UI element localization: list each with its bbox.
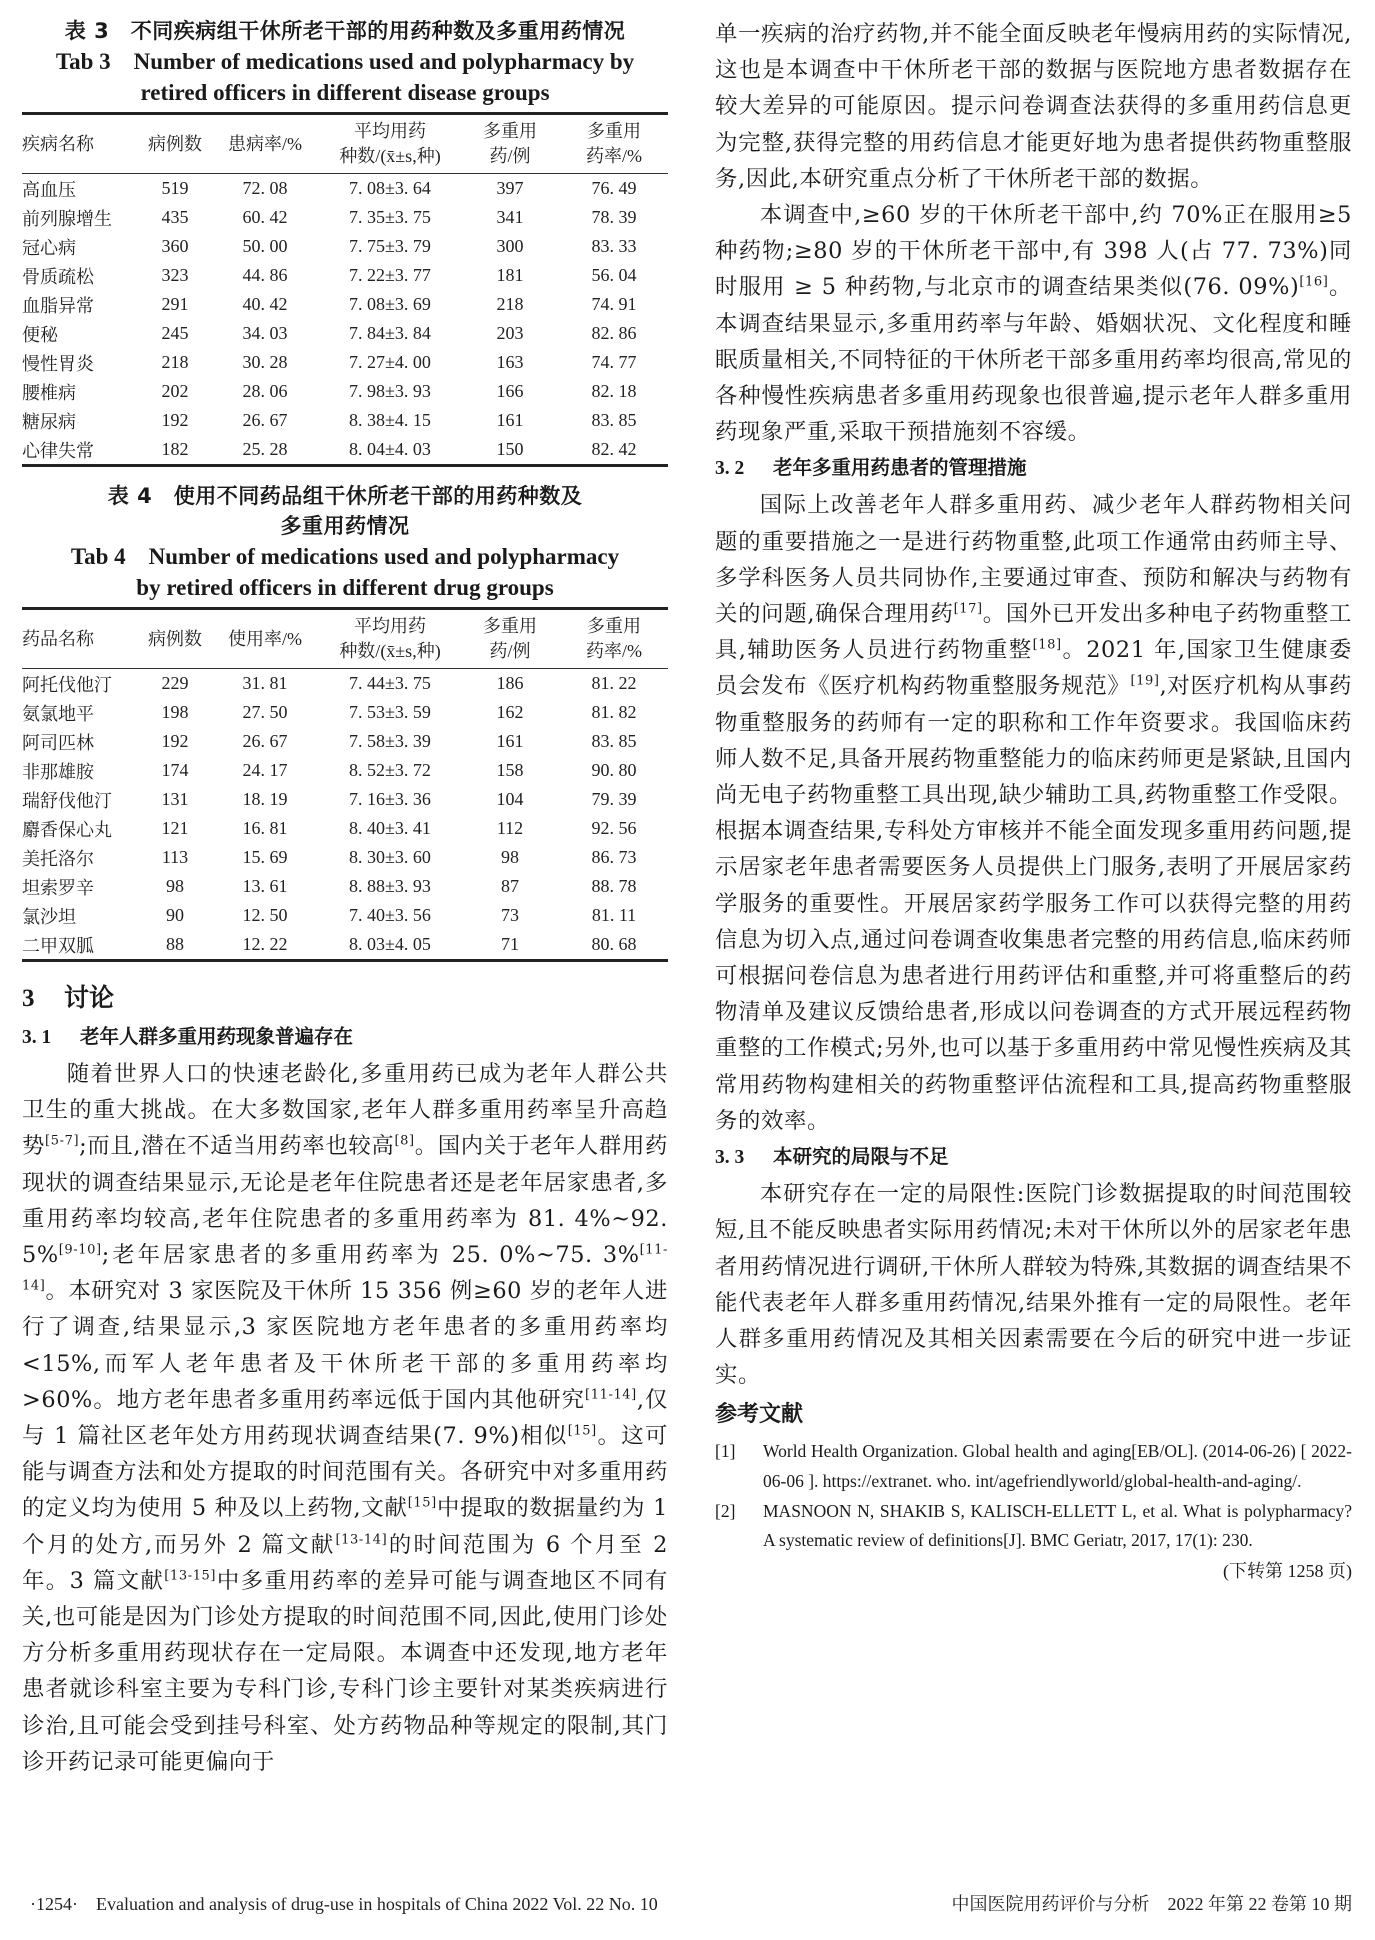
table3-cell-poly-rate: 82. 42 bbox=[591, 439, 637, 459]
table3-cell-rate: 34. 03 bbox=[242, 323, 288, 343]
table4-cell-rate: 15. 69 bbox=[242, 847, 288, 867]
table4-col-polyrate-line1: 多重用 bbox=[587, 616, 641, 636]
table3-cell-poly-count: 300 bbox=[496, 236, 524, 256]
table3-row bbox=[22, 377, 668, 406]
references-heading: 参考文献 bbox=[715, 1402, 804, 1428]
table4-col-name: 药品名称 bbox=[22, 628, 94, 649]
table3-cell-mean-sd: 7. 08±3. 64 bbox=[349, 178, 431, 198]
table4-cell-rate: 26. 67 bbox=[242, 731, 288, 751]
table3-cell-poly-rate: 74. 91 bbox=[591, 294, 637, 314]
table3-cell-cases: 291 bbox=[161, 294, 189, 314]
table3-caption-en-2: retired officers in different disease groups bbox=[140, 80, 550, 105]
table3-col-polyrate-line1: 多重用 bbox=[587, 121, 641, 141]
citation: [15] bbox=[567, 1423, 597, 1439]
section-3-1-heading bbox=[22, 1019, 668, 1056]
section-3-number: 3 bbox=[22, 985, 35, 1012]
table3-cell-cases: 218 bbox=[161, 352, 189, 372]
table4-col-polyrate-line2: 药率/% bbox=[586, 641, 642, 661]
paragraph-text: 本调查中,≥60 岁的干休所老干部中,约 70%正在服用≥5 种药物;≥80 岁的干休所老干部中,有 398 人(占 77. 73%)同时服用 ≥ 5 种药物,与北京市的调查结果类似(76. 09%) bbox=[715, 202, 1352, 301]
paragraph-text: 中多重用药率的差异可能与调查地区不同有关,也可能是因为门诊处方提取的时间范围不同,因此,使用门诊处方分析多重用药现状存在一定局限。本调查中还发现,地方老年患者就诊科室主要为专科门诊,专科门诊主要针对某类疾病进行诊治,且可能会受到挂号科室、处方药物品种等规定的限制,其门诊开药记录可能更偏向于 bbox=[22, 1567, 668, 1775]
paragraph-text: 。国内关于老年人群用药现状的调查结果显示,无论是老年住院患者还是老年居家患者,多重用药率均较高,老年住院患者的多重用药率为 81. 4%~92. 5% bbox=[22, 1133, 668, 1269]
table3-cell-mean-sd: 7. 27±4. 00 bbox=[349, 352, 431, 372]
table4-cell-rate: 16. 81 bbox=[242, 818, 288, 838]
table4-row bbox=[22, 785, 668, 814]
table3-row bbox=[22, 406, 668, 435]
section-3-1-number: 3. 1 bbox=[22, 1027, 52, 1048]
table4-cell-rate: 31. 81 bbox=[242, 673, 288, 693]
table4-row bbox=[22, 872, 668, 901]
table3-cell-name: 冠心病 bbox=[22, 237, 76, 258]
table4-cell-poly-count: 162 bbox=[496, 702, 524, 722]
table3-row bbox=[22, 435, 668, 466]
table4-cell-mean-sd: 8. 03±4. 05 bbox=[349, 934, 431, 954]
section-3-1-paragraph-1-continued: 单一疾病的治疗药物,并不能全面反映老年慢病用药的实际情况,这也是本调查中干休所老干部的数据与医院地方患者数据存在较大差异的可能原因。提示问卷调查法获得的多重用药信息更为完整,获得完整的用药信息才能更好地为患者提供药物重整服务,因此,本研究重点分析了干休所老干部的数据。 bbox=[715, 21, 1352, 192]
paragraph-text: ,对医疗机构从事药物重整服务的药师有一定的职称和工作年资要求。我国临床药师人数不足,具备开展药物重整能力的临床药师更是紧缺,且国内尚无电子药物重整工具出现,缺少辅助工具,药物重整工作受限。根据本调查结果,专科处方审核并不能全面发现多重用药问题,提示居家老年患者需要医务人员提供上门服务,表明了开展居家药学服务的重要性。开展居家药学服务工作可以获得完整的用药信息为切入点,通过问卷调查收集患者完整的用药信息,临床药师可根据问卷信息为患者进行用药评估和重整,并可将重整后的药物清单及建议反馈给患者,形成以问卷调查的方式开展远程药物重整的工作模式;另外,也可以基于多重用药中常见慢性疾病及其常用药物构建相关的药物重整评估流程和工具,提高药物重整服务的效率。 bbox=[715, 673, 1352, 1134]
table4-header-row bbox=[22, 609, 668, 669]
citation: [11-14] bbox=[22, 1242, 668, 1294]
table4-cell-rate: 18. 19 bbox=[242, 789, 288, 809]
table3-cell-name: 血脂异常 bbox=[22, 295, 94, 316]
table3-col-rate: 患病率/% bbox=[228, 133, 302, 154]
table4-col-polyrate bbox=[560, 609, 668, 669]
table3-cell-poly-count: 181 bbox=[496, 265, 524, 285]
citation: [19] bbox=[1130, 673, 1160, 689]
table3-row bbox=[22, 203, 668, 232]
table3-col-poly-line2: 药/例 bbox=[489, 146, 531, 166]
table4-cell-name: 瑞舒伐他汀 bbox=[22, 790, 112, 811]
table3-cell-rate: 50. 00 bbox=[242, 236, 288, 256]
paragraph-text: 随着世界人口的快速老龄化,多重用药已成为老年人群公共卫生的重大挑战。在大多数国家,老年人群多重用药率呈升高趋势 bbox=[22, 1061, 668, 1160]
table3-cell-cases: 323 bbox=[161, 265, 189, 285]
table3-col-mean-line2: 种数/(x̄±s,种) bbox=[339, 146, 441, 166]
table4-col-poly-line2: 药/例 bbox=[489, 641, 531, 661]
table4-cell-cases: 131 bbox=[161, 789, 189, 809]
reference-list bbox=[715, 1437, 1352, 1556]
table4-caption-zh-2: 多重用药情况 bbox=[280, 514, 410, 538]
table4-cell-poly-rate: 81. 11 bbox=[591, 905, 637, 925]
table4-row bbox=[22, 669, 668, 699]
table4-cell-name: 美托洛尔 bbox=[22, 848, 94, 869]
table3-cell-poly-rate: 56. 04 bbox=[591, 265, 637, 285]
table4-cell-mean-sd: 7. 58±3. 39 bbox=[349, 731, 431, 751]
section-3-1-paragraph-1 bbox=[22, 1056, 668, 1780]
table3-cell-poly-rate: 74. 77 bbox=[591, 352, 637, 372]
table3-cell-mean-sd: 7. 75±3. 79 bbox=[349, 236, 431, 256]
table4-cell-poly-count: 104 bbox=[496, 789, 524, 809]
table4-cell-poly-rate: 92. 56 bbox=[591, 818, 637, 838]
table3-cell-rate: 72. 08 bbox=[242, 178, 288, 198]
table4-cell-mean-sd: 7. 44±3. 75 bbox=[349, 673, 431, 693]
table4-cell-cases: 174 bbox=[161, 760, 189, 780]
table3-cell-cases: 245 bbox=[161, 323, 189, 343]
reference-text: World Health Organization. Global health and aging[EB/OL]. (2014-06-26) [ 2022-06-06 ]. https://extranet. who. int/agefriendlyworld/global-health-and-aging/. bbox=[763, 1441, 1352, 1492]
table3-cell-poly-count: 397 bbox=[496, 178, 524, 198]
citation: [5-7] bbox=[45, 1133, 80, 1149]
reference-text: MASNOON N, SHAKIB S, KALISCH-ELLETT L, et al. What is polypharmacy? A systematic review of definitions[J]. BMC Geriatr, 2017, 17(1): 230. bbox=[763, 1500, 1352, 1551]
table3-cell-name: 糖尿病 bbox=[22, 411, 76, 432]
table3-caption bbox=[22, 16, 668, 108]
paragraph-text: 国际上改善老年人群多重用药、减少老年人群药物相关问题的重要措施之一是进行药物重整,此项工作通常由药师主导、多学科医务人员共同协作,主要通过审查、预防和解决与药物有关的问题,确保合理用药 bbox=[715, 492, 1352, 628]
table4-cell-name: 氯沙坦 bbox=[22, 906, 76, 927]
table3-cell-poly-rate: 83. 85 bbox=[591, 410, 637, 430]
table4-cell-cases: 192 bbox=[161, 731, 189, 751]
table4-cell-poly-count: 73 bbox=[501, 905, 519, 925]
paragraph-text: ;而且,潜在不适当用药率也较高 bbox=[79, 1133, 395, 1160]
citation: [8] bbox=[394, 1133, 415, 1149]
table3-row bbox=[22, 290, 668, 319]
footer-right: 中国医院用药评价与分析 2022 年第 22 卷第 10 期 bbox=[951, 1894, 1352, 1914]
citation: [16] bbox=[1299, 274, 1329, 290]
table4-cell-cases: 88 bbox=[166, 934, 184, 954]
table3-cell-name: 腰椎病 bbox=[22, 382, 76, 403]
table3-cell-poly-count: 163 bbox=[496, 352, 524, 372]
table4-caption-zh-1: 表 4 使用不同药品组干休所老干部的用药种数及 bbox=[107, 484, 583, 508]
section-3-2-title: 老年多重用药患者的管理措施 bbox=[773, 456, 1027, 480]
section-3-3-title: 本研究的局限与不足 bbox=[773, 1145, 949, 1169]
table4-cell-cases: 98 bbox=[166, 876, 184, 896]
section-3-3-heading bbox=[715, 1139, 1352, 1176]
section-3-2-number: 3. 2 bbox=[715, 458, 745, 480]
citation: [15] bbox=[407, 1495, 437, 1511]
table3-cell-name: 心律失常 bbox=[22, 440, 94, 461]
table3-col-cases: 病例数 bbox=[148, 133, 202, 154]
reference-number: [1] bbox=[715, 1441, 736, 1462]
table4-cell-mean-sd: 8. 40±3. 41 bbox=[349, 818, 431, 838]
table4-cell-name: 阿司匹林 bbox=[22, 732, 94, 753]
table4-cell-cases: 229 bbox=[161, 673, 189, 693]
paragraph-text: ;老年居家患者的多重用药率为 25. 0%~75. 3% bbox=[101, 1242, 640, 1269]
table4-col-poly bbox=[460, 609, 560, 669]
table4-caption bbox=[22, 481, 668, 603]
table4-cell-rate: 13. 61 bbox=[242, 876, 288, 896]
reference-number: [2] bbox=[715, 1500, 736, 1521]
table4-cell-poly-count: 71 bbox=[501, 934, 519, 954]
table3-cell-cases: 519 bbox=[161, 178, 189, 198]
table3-cell-cases: 202 bbox=[161, 381, 189, 401]
table3-cell-mean-sd: 7. 22±3. 77 bbox=[349, 265, 431, 285]
table4-cell-poly-rate: 90. 80 bbox=[591, 760, 637, 780]
table3-cell-rate: 30. 28 bbox=[242, 352, 288, 372]
footer-left: ·1254· Evaluation and analysis of drug-use in hospitals of China 2022 Vol. 22 No. 10 bbox=[30, 1894, 658, 1914]
table3-cell-name: 高血压 bbox=[22, 179, 76, 200]
table3-cell-poly-count: 341 bbox=[496, 207, 524, 227]
left-column bbox=[22, 0, 668, 1780]
citation: [17] bbox=[953, 601, 983, 617]
table3-cell-mean-sd: 8. 38±4. 15 bbox=[349, 410, 431, 430]
section-3-1-paragraph-2 bbox=[715, 197, 1352, 450]
table4-cell-name: 非那雄胺 bbox=[22, 761, 94, 782]
table3-cell-cases: 182 bbox=[161, 439, 189, 459]
table4-row bbox=[22, 930, 668, 961]
table3-cell-poly-count: 218 bbox=[496, 294, 524, 314]
table4-cell-cases: 198 bbox=[161, 702, 189, 722]
table4-cell-mean-sd: 8. 30±3. 60 bbox=[349, 847, 431, 867]
table3-row bbox=[22, 174, 668, 204]
paragraph-text: 中提取的数据量约为 1 个月的处方,而另外 2 篇文献 bbox=[22, 1495, 669, 1558]
table4-col-rate: 使用率/% bbox=[228, 628, 302, 649]
table4-col-cases: 病例数 bbox=[148, 628, 202, 649]
section-3-title: 讨论 bbox=[64, 983, 115, 1012]
table3-col-mean-line1: 平均用药 bbox=[354, 121, 426, 141]
table3-cell-cases: 192 bbox=[161, 410, 189, 430]
table4-cell-poly-rate: 88. 78 bbox=[591, 876, 637, 896]
table3-cell-rate: 28. 06 bbox=[242, 381, 288, 401]
table4 bbox=[22, 607, 668, 962]
paragraph-text: ,仅与 1 篇社区老年处方用药现状调查结果(7. 9%)相似 bbox=[22, 1386, 668, 1450]
citation: [13-15] bbox=[164, 1568, 217, 1584]
table3-cell-poly-count: 166 bbox=[496, 381, 524, 401]
table4-cell-mean-sd: 7. 16±3. 36 bbox=[349, 789, 431, 809]
table4-cell-poly-count: 186 bbox=[496, 673, 524, 693]
paragraph-text: 。国外已开发出多种电子药物重整工具,辅助医务人员进行药物重整 bbox=[715, 601, 1353, 664]
table4-col-poly-line1: 多重用 bbox=[483, 616, 537, 636]
continued-note: (下转第 1258 页) bbox=[1223, 1561, 1352, 1582]
table3-row bbox=[22, 319, 668, 348]
table4-cell-poly-rate: 86. 73 bbox=[591, 847, 637, 867]
reference-item-2 bbox=[715, 1497, 1352, 1556]
table3-cell-rate: 44. 86 bbox=[242, 265, 288, 285]
section-3-2-paragraph-1 bbox=[715, 487, 1352, 1139]
paragraph-text: 。这可能与调查方法和处方提取的时间范围有关。各研究中对多重用药的定义均为使用 5 种及以上药物,文献 bbox=[22, 1423, 668, 1522]
table3-col-polyrate bbox=[560, 114, 668, 174]
table3-cell-name: 便秘 bbox=[22, 324, 58, 345]
table4-row bbox=[22, 814, 668, 843]
table3-cell-rate: 25. 28 bbox=[242, 439, 288, 459]
table3-cell-poly-count: 203 bbox=[496, 323, 524, 343]
citation: [13-14] bbox=[335, 1532, 388, 1548]
paragraph-text: 。2021 年,国家卫生健康委员会发布《医疗机构药物重整服务规范》 bbox=[715, 637, 1352, 700]
table3-header-row bbox=[22, 114, 668, 174]
table3-cell-poly-rate: 76. 49 bbox=[591, 178, 637, 198]
table4-cell-cases: 90 bbox=[166, 905, 184, 925]
section-3-3-number: 3. 3 bbox=[715, 1147, 745, 1169]
table4-cell-poly-rate: 81. 82 bbox=[591, 702, 637, 722]
citation: [18] bbox=[1032, 637, 1062, 653]
table4-cell-name: 阿托伐他汀 bbox=[22, 674, 112, 695]
table3-cell-mean-sd: 7. 98±3. 93 bbox=[349, 381, 431, 401]
table4-cell-poly-count: 87 bbox=[501, 876, 519, 896]
table3-cell-rate: 26. 67 bbox=[242, 410, 288, 430]
table4-cell-name: 氨氯地平 bbox=[22, 703, 94, 724]
table4-cell-name: 二甲双胍 bbox=[22, 935, 94, 956]
section-3-heading bbox=[22, 978, 668, 1019]
reference-item-1 bbox=[715, 1437, 1352, 1496]
table4-col-mean-line2: 种数/(x̄±s,种) bbox=[339, 641, 441, 661]
table4-cell-poly-rate: 81. 22 bbox=[591, 673, 637, 693]
table4-cell-mean-sd: 8. 88±3. 93 bbox=[349, 876, 431, 896]
table3-caption-en-1: Tab 3 Number of medications used and polypharmacy by bbox=[55, 49, 635, 74]
table3-body bbox=[22, 174, 668, 466]
table4-row bbox=[22, 901, 668, 930]
right-column bbox=[715, 0, 1352, 1586]
table4-row bbox=[22, 698, 668, 727]
table3-cell-name: 慢性胃炎 bbox=[22, 353, 94, 374]
table3-cell-poly-count: 161 bbox=[496, 410, 524, 430]
table3-col-name: 疾病名称 bbox=[22, 133, 94, 154]
table4-cell-name: 坦索罗辛 bbox=[22, 877, 94, 898]
table3-cell-mean-sd: 7. 08±3. 69 bbox=[349, 294, 431, 314]
section-3-1-title: 老年人群多重用药现象普遍存在 bbox=[80, 1025, 354, 1048]
table4-row bbox=[22, 756, 668, 785]
paragraph-text: 。本研究对 3 家医院及干休所 15 356 例≥60 岁的老年人进行了调查,结果显示,3 家医院地方老年患者的多重用药率均<15%,而军人老年患者及干休所老干部的多重用药率均>60%。地方老年患者多重用药率远低于国内其他研究 bbox=[22, 1278, 668, 1413]
table3-cell-rate: 40. 42 bbox=[242, 294, 288, 314]
table4-cell-rate: 24. 17 bbox=[242, 760, 288, 780]
table4-cell-rate: 27. 50 bbox=[242, 702, 288, 722]
table3-cell-mean-sd: 7. 35±3. 75 bbox=[349, 207, 431, 227]
table4-cell-poly-rate: 80. 68 bbox=[591, 934, 637, 954]
table3-cell-poly-rate: 78. 39 bbox=[591, 207, 637, 227]
table4-cell-rate: 12. 50 bbox=[242, 905, 288, 925]
paragraph-text: 。本调查结果显示,多重用药率与年龄、婚姻状况、文化程度和睡眠质量相关,不同特征的干休所老干部多重用药率均很高,常见的各种慢性疾病患者多重用药现象也很普遍,提示老年人群多重用药现象严重,采取干预措施刻不容缓。 bbox=[715, 274, 1352, 446]
table4-cell-cases: 121 bbox=[161, 818, 189, 838]
table4-cell-mean-sd: 7. 53±3. 59 bbox=[349, 702, 431, 722]
table3-cell-poly-rate: 82. 86 bbox=[591, 323, 637, 343]
table3-cell-cases: 360 bbox=[161, 236, 189, 256]
table4-cell-cases: 113 bbox=[161, 847, 189, 867]
table3-cell-poly-rate: 82. 18 bbox=[591, 381, 637, 401]
table3-cell-mean-sd: 7. 84±3. 84 bbox=[349, 323, 431, 343]
table4-col-mean-line1: 平均用药 bbox=[354, 616, 426, 636]
table3-row bbox=[22, 261, 668, 290]
table3 bbox=[22, 112, 668, 467]
table3-cell-poly-rate: 83. 33 bbox=[591, 236, 637, 256]
table3-caption-zh: 表 3 不同疾病组干休所老干部的用药种数及多重用药情况 bbox=[64, 19, 626, 43]
table4-caption-en-1: Tab 4 Number of medications used and polypharmacy bbox=[70, 544, 620, 569]
table3-cell-poly-count: 150 bbox=[496, 439, 524, 459]
table4-col-mean bbox=[320, 609, 460, 669]
table4-row bbox=[22, 843, 668, 872]
table4-cell-poly-count: 112 bbox=[496, 818, 524, 838]
table4-cell-name: 麝香保心丸 bbox=[22, 819, 112, 840]
table4-cell-poly-rate: 79. 39 bbox=[591, 789, 637, 809]
table4-row bbox=[22, 727, 668, 756]
table4-cell-poly-count: 158 bbox=[496, 760, 524, 780]
page-footer bbox=[22, 1890, 1352, 1920]
paragraph-text: 的时间范围为 6 个月至 2 年。3 篇文献 bbox=[22, 1531, 668, 1594]
table3-col-mean bbox=[320, 114, 460, 174]
table4-cell-poly-count: 161 bbox=[496, 731, 524, 751]
table4-cell-mean-sd: 8. 52±3. 72 bbox=[349, 760, 431, 780]
table4-cell-poly-rate: 83. 85 bbox=[591, 731, 637, 751]
table4-body bbox=[22, 669, 668, 961]
section-3-3-paragraph-1: 本研究存在一定的局限性:医院门诊数据提取的时间范围较短,且不能反映患者实际用药情况;未对干休所以外的居家老年患者用药情况进行调研,干休所人群较为特殊,其数据的调查结果不能代表老年人群多重用药情况,结果外推有一定的局限性。老年人群多重用药情况及其相关因素需要在今后的研究中进一步证实。 bbox=[715, 1181, 1352, 1389]
table3-cell-cases: 435 bbox=[161, 207, 189, 227]
table3-cell-name: 前列腺增生 bbox=[22, 208, 112, 229]
table4-caption-en-2: by retired officers in different drug groups bbox=[136, 575, 554, 600]
citation: [9-10] bbox=[58, 1242, 102, 1258]
table3-col-polyrate-line2: 药率/% bbox=[586, 146, 642, 166]
table3-row bbox=[22, 232, 668, 261]
table3-row bbox=[22, 348, 668, 377]
table4-cell-rate: 12. 22 bbox=[242, 934, 288, 954]
citation: [11-14] bbox=[585, 1387, 637, 1403]
table3-cell-name: 骨质疏松 bbox=[22, 266, 94, 287]
table3-col-poly bbox=[460, 114, 560, 174]
table3-cell-mean-sd: 8. 04±4. 03 bbox=[349, 439, 431, 459]
table3-col-poly-line1: 多重用 bbox=[483, 121, 537, 141]
table3-cell-rate: 60. 42 bbox=[242, 207, 288, 227]
table4-cell-poly-count: 98 bbox=[501, 847, 519, 867]
table4-cell-mean-sd: 7. 40±3. 56 bbox=[349, 905, 431, 925]
section-3-2-heading bbox=[715, 450, 1352, 487]
